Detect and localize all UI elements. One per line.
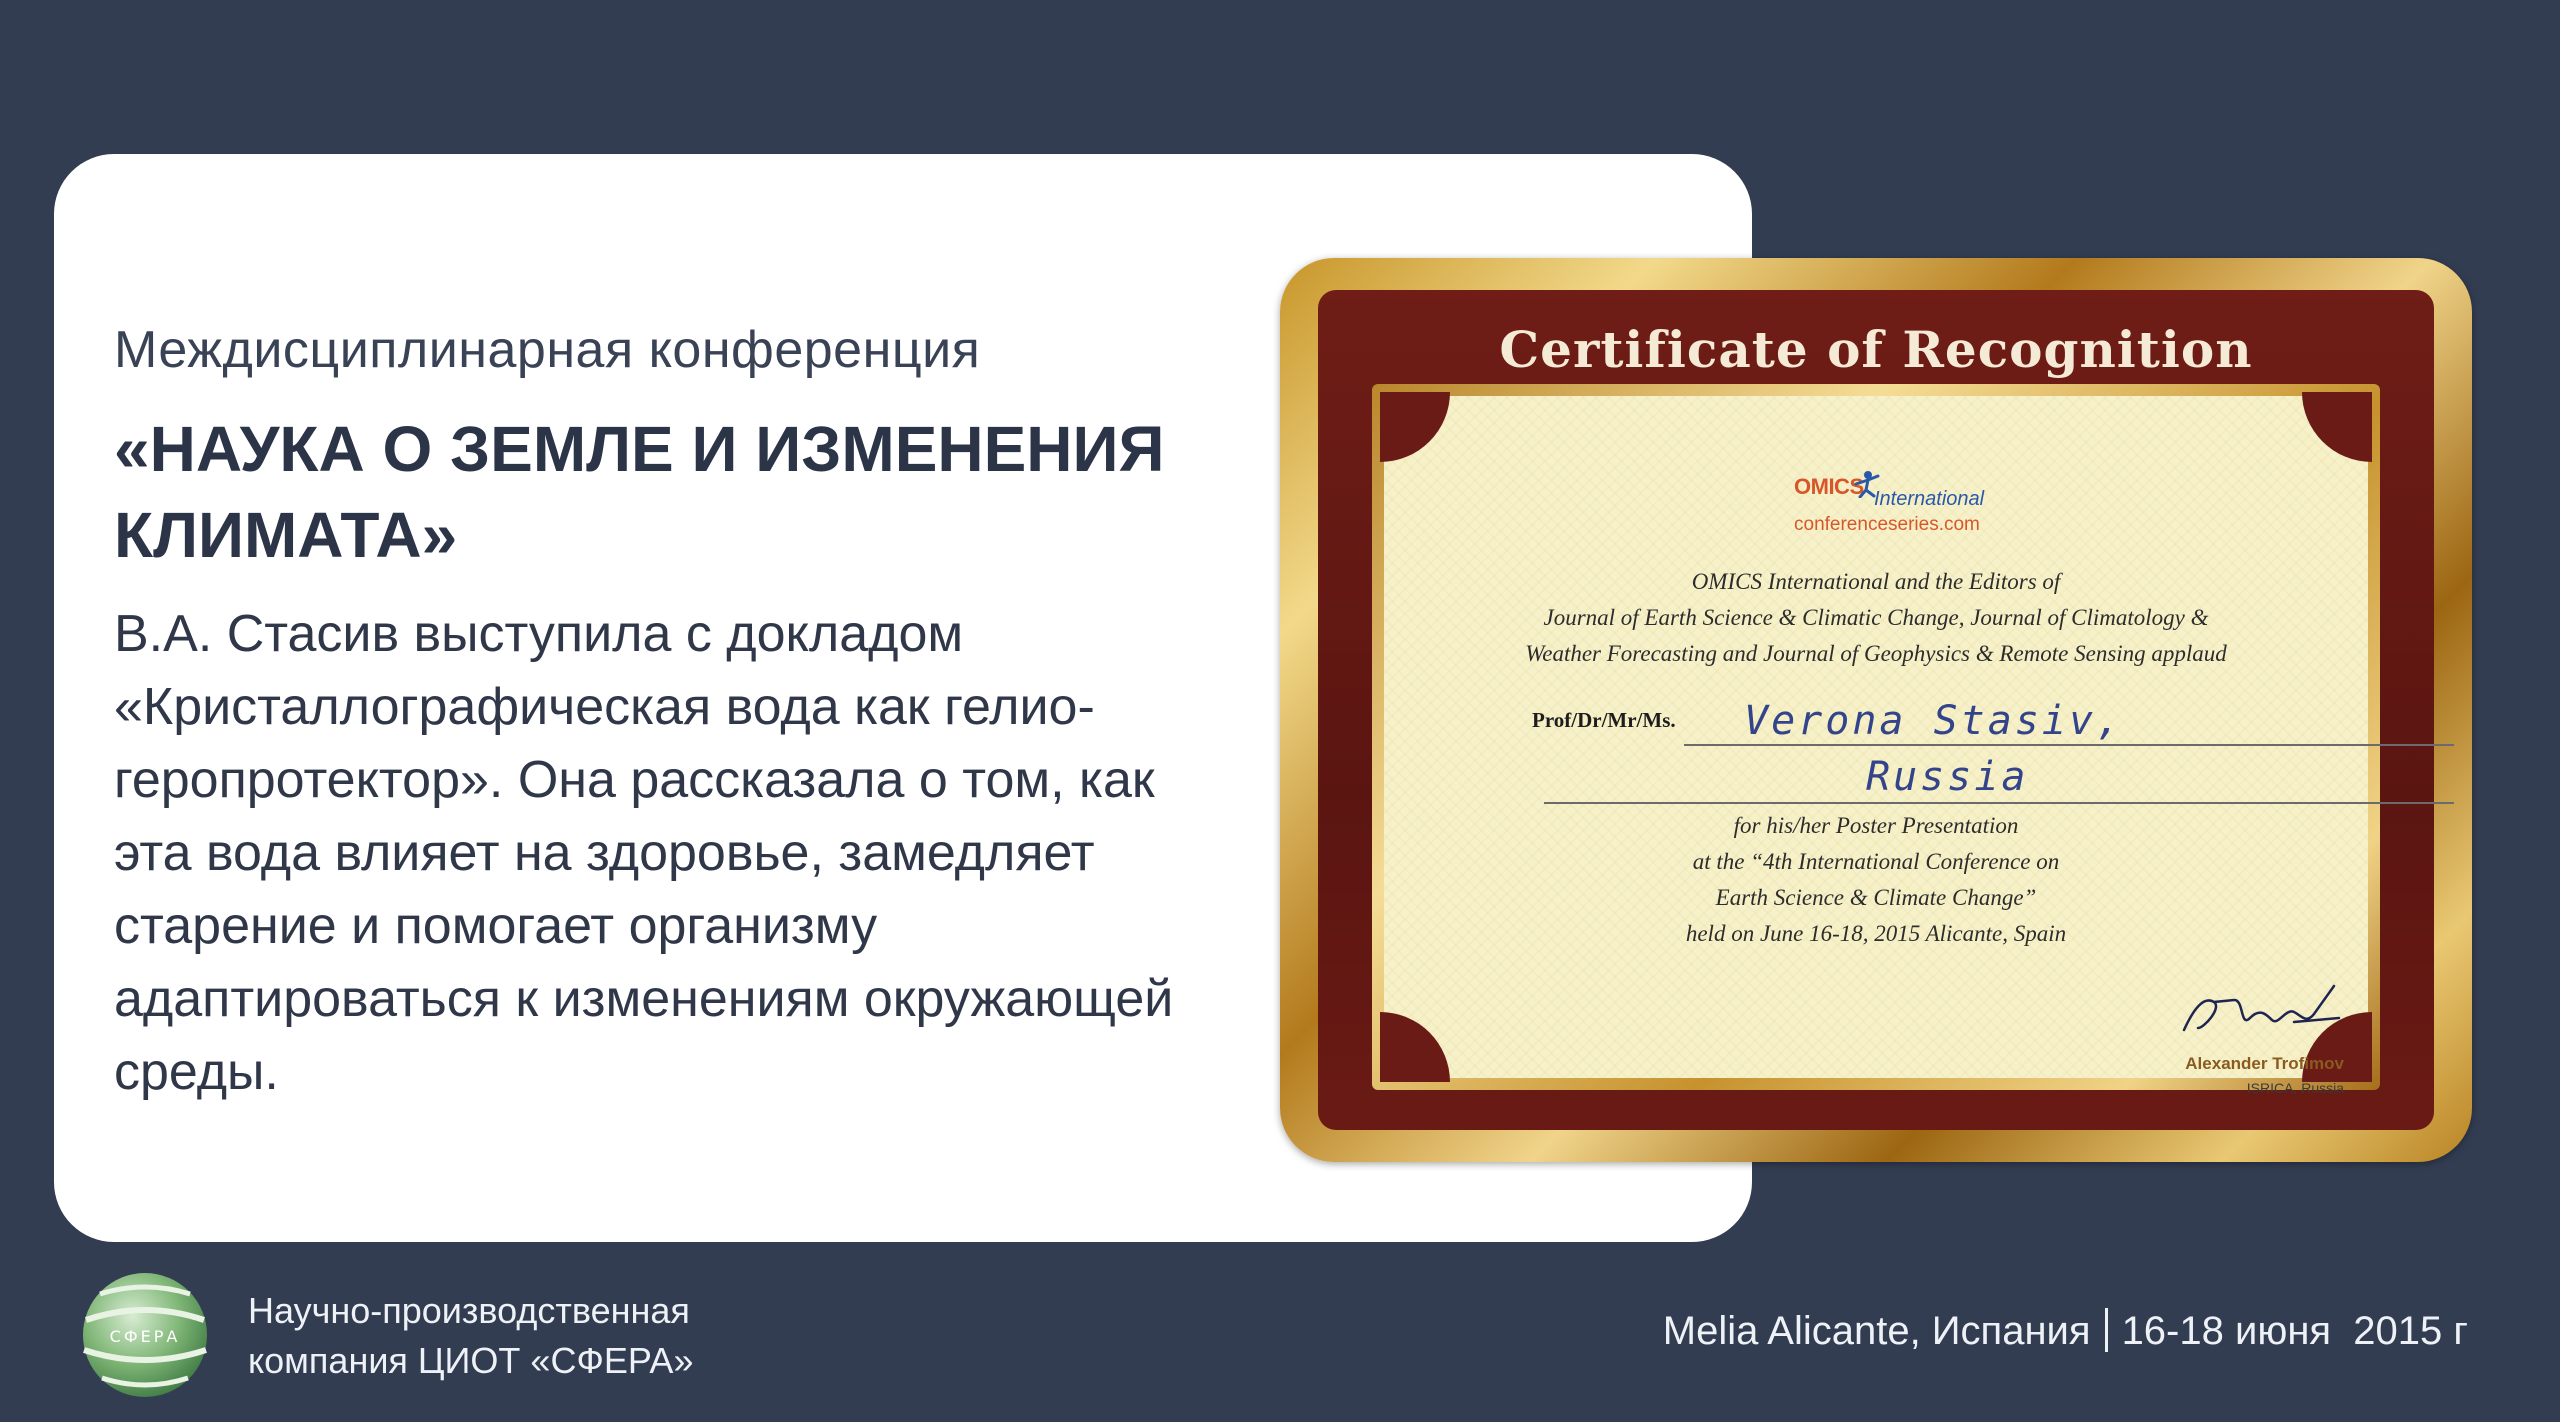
company-line: компания ЦИОТ «СФЕРА» xyxy=(248,1340,694,1381)
certificate-gold-border xyxy=(1372,384,2380,1096)
signer-name: Alexander Trofimov xyxy=(2185,1054,2344,1073)
country-underline xyxy=(1544,802,2454,804)
signature-mark xyxy=(2174,978,2344,1048)
reason-line: held on June 16-18, 2015 Alicante, Spain xyxy=(1685,921,2067,946)
omics-brand: OMICS xyxy=(1794,474,1864,499)
certificate-intro xyxy=(1384,564,2368,672)
omics-logo xyxy=(1794,474,2014,546)
certificate-reason xyxy=(1384,808,2368,952)
conference-title: «НАУКА О ЗЕМЛЕ И ИЗМЕНЕНИЯ КЛИМАТА» xyxy=(114,413,1165,571)
company-line: Научно-производственная xyxy=(248,1290,690,1331)
certificate-heading: Certificate of Recognition xyxy=(1499,320,2253,379)
sfera-globe-logo xyxy=(80,1270,210,1400)
reason-line: at the “4th International Conference on xyxy=(1692,849,2060,874)
signer-organization: ISRICA, Russia xyxy=(2246,1080,2344,1096)
recipient-name: Verona Stasiv, xyxy=(1744,698,2124,744)
logo-text: СФЕРА xyxy=(109,1327,181,1346)
recipient-country: Russia xyxy=(1866,754,2029,800)
event-location: Melia Alicante, Испания xyxy=(1662,1309,2091,1353)
intro-line: OMICS International and the Editors of xyxy=(1691,569,2061,594)
divider xyxy=(2105,1308,2108,1352)
name-underline xyxy=(1684,744,2454,746)
conference-subtitle: Междисциплинарная конференция xyxy=(114,321,981,379)
certificate-paper xyxy=(1384,396,2368,1096)
intro-line: Weather Forecasting and Journal of Geophysics & Remote Sensing applaud xyxy=(1525,641,2227,666)
name-label: Prof/Dr/Mr/Ms. xyxy=(1532,708,1676,732)
company-name xyxy=(248,1286,693,1386)
intro-line: Journal of Earth Science & Climatic Change, Journal of Climatology & xyxy=(1543,605,2209,630)
omics-international: International xyxy=(1874,488,1985,510)
reason-line: Earth Science & Climate Change” xyxy=(1715,885,2037,910)
report-description: В.А. Стасив выступила с докладом «Кристаллографическая вода как гелио-геропротектор». Она рассказала о том, как эта вода влияет на здоровье, замедляет старение и помогает организму адаптироваться к изменениям окружающей среды. xyxy=(114,605,1174,1101)
event-location-dates xyxy=(1663,1308,2468,1354)
certificate-image xyxy=(1280,258,2472,1162)
corner-ornament xyxy=(1380,1012,1450,1082)
reason-line: for his/her Poster Presentation xyxy=(1733,813,2019,838)
corner-ornament xyxy=(1380,392,1450,462)
certificate-maroon-frame xyxy=(1318,290,2434,1130)
event-dates: 16-18 июня 2015 г xyxy=(2121,1309,2468,1353)
corner-ornament xyxy=(2302,392,2372,462)
omics-site: conferenceseries.com xyxy=(1794,514,1980,535)
